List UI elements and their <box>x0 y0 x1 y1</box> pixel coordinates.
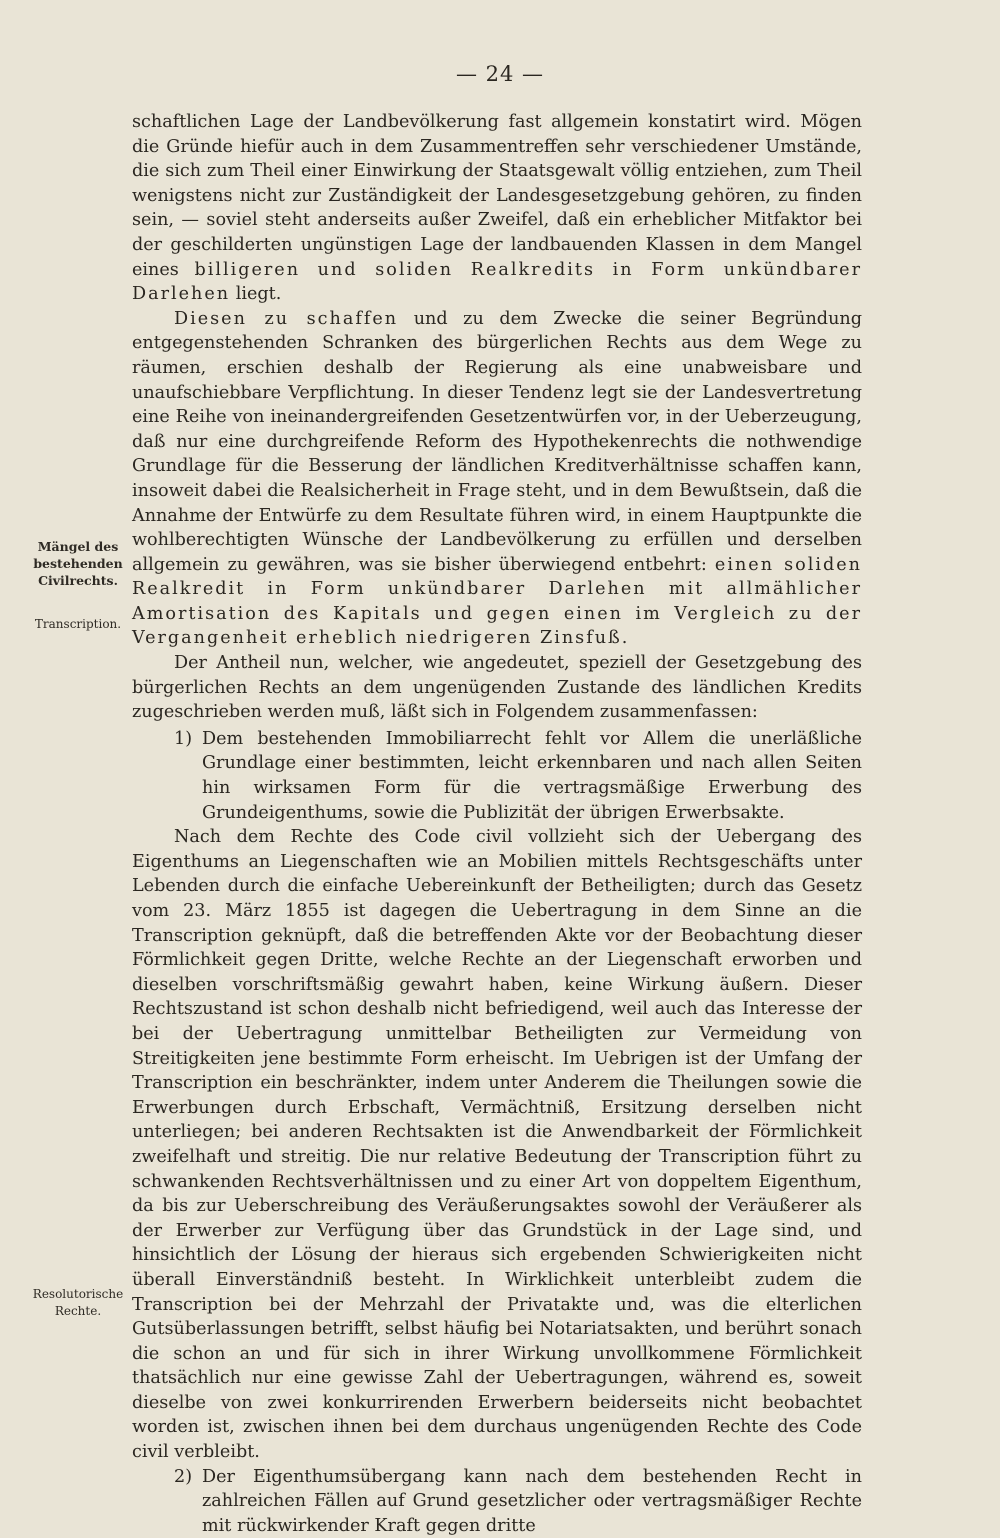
body-text <box>132 110 862 1538</box>
list-item-2-text: Der Eigenthumsübergang kann nach dem bestehenden Recht in zahlreichen Fällen auf Grund gesetzlicher oder vertragsmäßiger Rechte mit rückwirkender Kraft gegen dritte <box>202 1466 862 1536</box>
list-item-1-text: Dem bestehenden Immobiliarrecht fehlt vor Allem die unerläßliche Grundlage einer bestimmten, leicht erkennbaren und nach allen Seiten hin wirksamen Form für die vertragsmäßige Erwerbung des Grundeigenthums, sowie die Publizität der übrigen Erwerbsakte. <box>202 728 862 823</box>
list-item-2-number: 2) <box>174 1466 193 1487</box>
paragraph-1-text: schaftlichen Lage der Landbevölkerung fast allgemein konstatirt wird. Mögen die Gründe hiefür auch in dem Zusammentreffen sehr verschiedener Umstände, die sich zum Theil einer Einwirkung der Staatsgewalt völlig entziehen, zum Theil wenigstens nicht zur Zuständigkeit der Landesgesetzgebung gehören, zu finden sein, — soviel steht anderseits außer Zweifel, daß ein erheblicher Mitfaktor bei der geschilderten ungünstigen Lage der landbauenden Klassen in dem Mangel eines <box>132 112 862 280</box>
margin-note-resolutorische: Resolutorische Rechte. <box>32 1287 124 1318</box>
paragraph-3: Der Antheil nun, welcher, wie angedeutet, speziell der Gesetzgebung des bürgerlichen Rechts an dem ungenügenden Zustande des ländlichen Kredits zugeschrieben werden muß, läßt sich in Folgendem zusammenfassen: <box>132 653 862 723</box>
list-item-1-number: 1) <box>174 728 193 749</box>
page-number: — 24 — <box>455 62 545 86</box>
paragraph-2-text: und zu dem Zwecke die seiner Begründung entgegenstehenden Schranken des bürgerlichen Rechts aus dem Wege zu räumen, erschien deshalb der Regierung als eine unabweisbare und unaufschiebbare Verpflichtung. In dieser Tendenz legt sie der Landesvertretung eine Reihe von ineinandergreifenden Gesetzentwürfen vor, in der Ueberzeugung, daß nur eine durchgreifende Reform des Hypothekenrechts die nothwendige Grundlage für die Besserung der ländlichen Kreditverhältnisse schaffen kann, insoweit dabei die Realsicherheit in Frage steht, und in dem Bewußtsein, daß die Annahme der Entwürfe zu dem Resultate führen wird, in einem Hauptpunkte die wohlberechtigten Wünsche der Landbevölkerung zu erfüllen und derselben allgemein zu gewähren, was sie bisher überwiegend entbehrt: <box>132 308 862 575</box>
paragraph-1-end: liegt. <box>230 284 282 305</box>
paragraph-2-emphasis-end: einen soliden Realkredit in Form unkündbarer Darlehen mit allmählicher Amortisation des Kapitals und gegen einen im Vergleich zu der Vergangenheit erheblich niedrigeren Zinsfuß. <box>132 554 862 649</box>
paragraph-1-emphasis: billigeren und soliden Realkredits in Form unkündbarer Darlehen <box>132 259 863 305</box>
list-item-2 <box>132 1465 862 1538</box>
paragraph-2-emphasis-start: Diesen zu schaffen <box>174 308 399 329</box>
list-item-1-paragraph-2: Nach dem Rechte des Code civil vollzieht sich der Uebergang des Eigenthums an Liegenschaften wie an Mobilien mittels Rechtsgeschäfts unter Lebenden durch die einfache Uebereinkunft der Betheiligten; durch das Gesetz vom 23. März 1855 ist dagegen die Uebertragung in dem Sinne an die Transcription geknüpft, daß die betreffenden Akte vor der Beobachtung dieser Förmlichkeit gegen Dritte, welche Rechte an der Liegenschaft erworben und dieselben vorschriftsmäßig gewahrt haben, keine Wirkung äußern. Dieser Rechtszustand ist schon deshalb nicht befriedigend, weil auch das Interesse der bei der Uebertragung unmittelbar Betheiligten zur Vermeidung von Streitigkeiten jene bestimmte Form erheischt. Im Uebrigen ist der Umfang der Transcription ein beschränkter, indem unter Anderem die Theilungen sowie die Erwerbungen durch Erbschaft, Vermächtniß, Ersitzung derselben nicht unterliegen; bei anderen Rechtsakten ist die Anwendbarkeit der Förmlichkeit zweifelhaft und streitig. Die nur relative Bedeutung der Transcription führt zu schwankenden Rechtsverhältnissen und zu einer Art von doppeltem Eigenthum, da bis zur Ueberschreibung des Veräußerungsaktes sowohl der Veräußerer als der Erwerber zur Verfügung über das Grundstück in der Lage sind, und hinsichtlich der Lösung der hieraus sich ergebenden Schwierigkeiten nicht überall Einverständniß besteht. In Wirklichkeit unterbleibt zudem die Transcription bei der Mehrzahl der Privatakte und, was die elterlichen Gutsüberlassungen betrifft, selbst häufig bei Notariatsakten, und berührt sonach die schon an und für sich in ihrer Wirkung unvollkommene Förmlichkeit thatsächlich nur eine gewisse Zahl der Uebertragungen, während es, soweit dieselbe von zwei konkurrirenden Erwerbern beiderseits nicht beobachtet worden ist, zwischen ihnen bei dem durchaus ungenügenden Rechte des Code civil verbleibt. <box>132 827 862 1463</box>
paragraph-1 <box>132 110 862 307</box>
paragraph-2 <box>132 307 862 651</box>
list-item-1 <box>132 727 862 825</box>
margin-note-transcription: Transcription. <box>34 617 122 631</box>
margin-note-maengel: Mängel des bestehenden Civilrechts. <box>33 539 123 588</box>
